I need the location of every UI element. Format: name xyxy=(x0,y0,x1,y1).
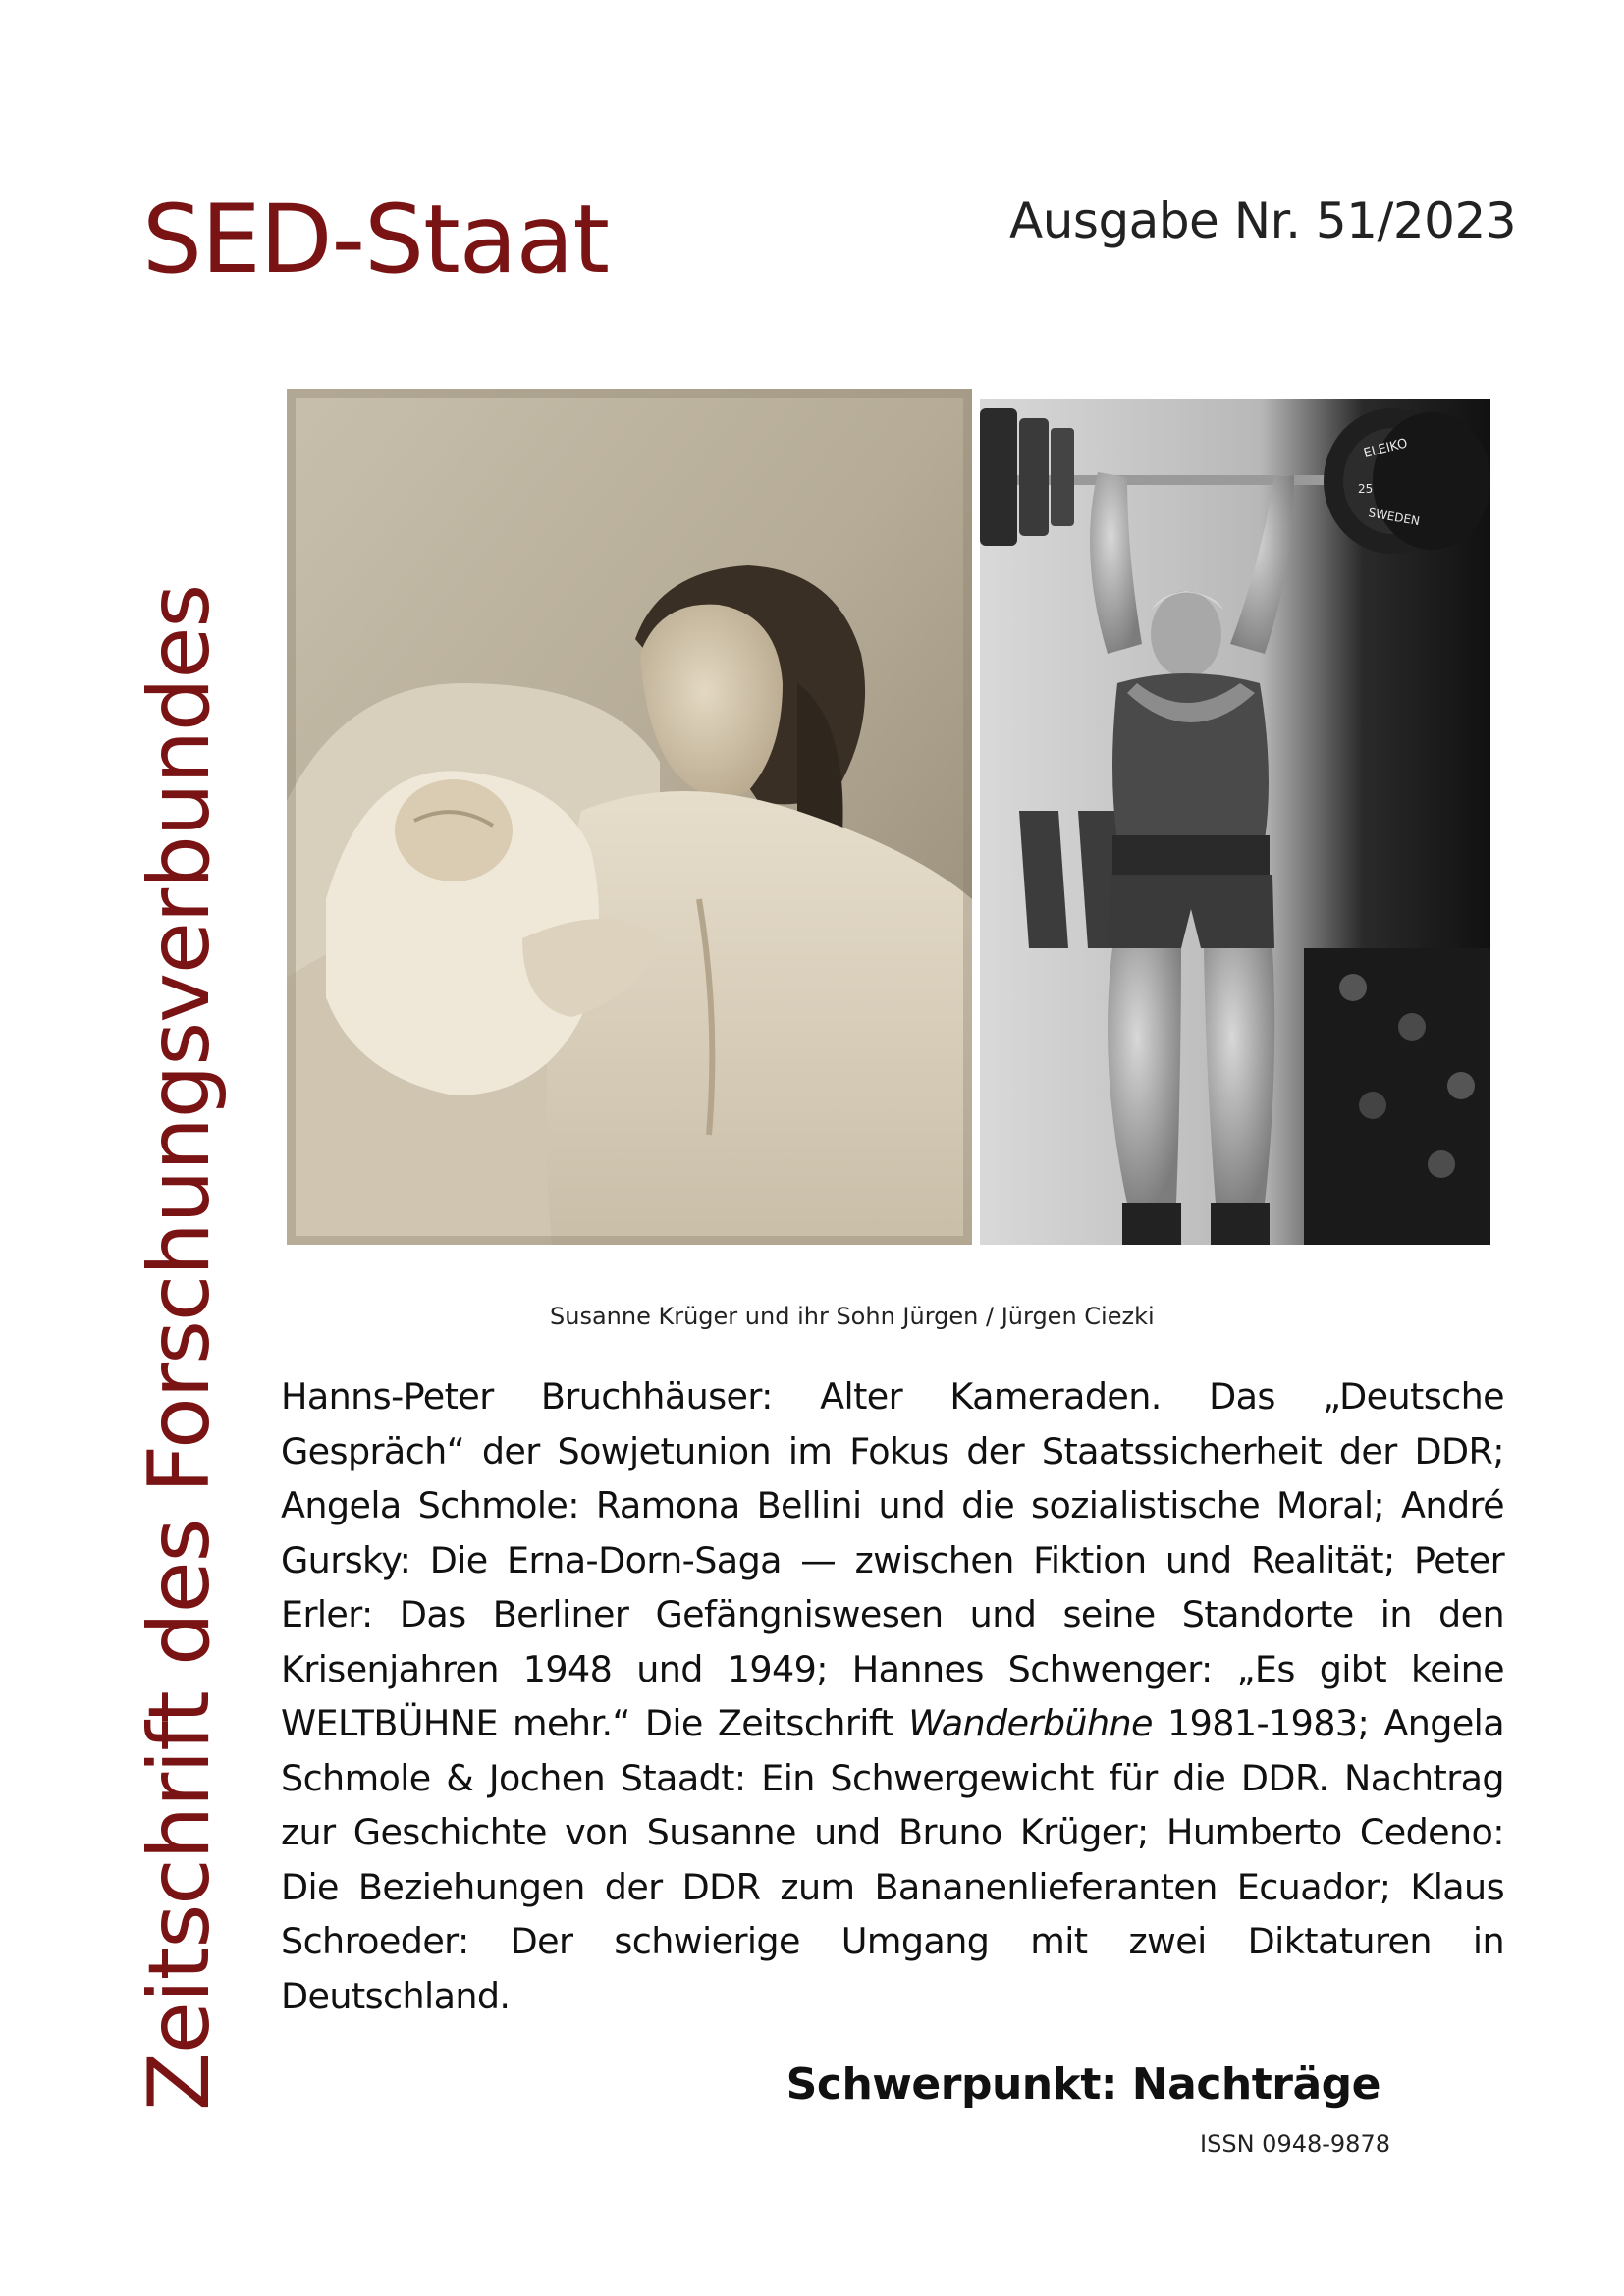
weightlifter-photo xyxy=(980,399,1490,1245)
issn-number: ISSN 0948-9878 xyxy=(1200,2130,1390,2158)
journal-title: SED-Staat xyxy=(142,185,610,294)
plate-brand: ELEIKO xyxy=(1362,436,1410,461)
contents-text-part-1: Hanns-Peter Bruchhäuser: Alter Kameraden. Das „Deutsche Gespräch“ der Sowjetunion im Fokus der Staatssicherheit der DDR; Angela Schmole: Ramona Bellini und die sozialistische Moral; André Gursky: Die Erna-Dorn-Saga — zwischen Fiktion und Realität; Peter Erler: Das Berliner Gefängniswesen und seine Standorte in den Krisenjahren 1948 und 1949; Hannes Schwenger: „Es gibt keine WELTBÜHNE mehr.“ Die Zeitschrift xyxy=(281,1375,1504,1744)
plate-weight: 25 xyxy=(1358,482,1374,496)
plate-country: SWEDEN xyxy=(1367,506,1421,529)
photo-caption: Susanne Krüger und ihr Sohn Jürgen / Jürgen Ciezki xyxy=(550,1303,1155,1330)
issue-focus: Schwerpunkt: Nachträge xyxy=(785,2059,1380,2109)
issue-contents xyxy=(281,1369,1504,2023)
contents-italic-title: Wanderbühne xyxy=(908,1702,1153,1744)
mother-child-photo xyxy=(287,389,972,1245)
contents-text-part-2: 1981-1983; Angela Schmole & Jochen Staadt: Ein Schwergewicht für die DDR. Nachtrag zur Geschichte von Susanne und Bruno Krüger; Humberto Cedeno: Die Beziehungen der DDR zum Bananenlieferanten Ecuador; Klaus Schroeder: Der schwierige Umgang mit zwei Diktaturen in Deutschland. xyxy=(281,1702,1504,2017)
issue-number: Ausgabe Nr. 51/2023 xyxy=(1009,192,1517,249)
journal-subtitle: Zeitschrift des Forschungsverbundes xyxy=(131,584,229,2110)
